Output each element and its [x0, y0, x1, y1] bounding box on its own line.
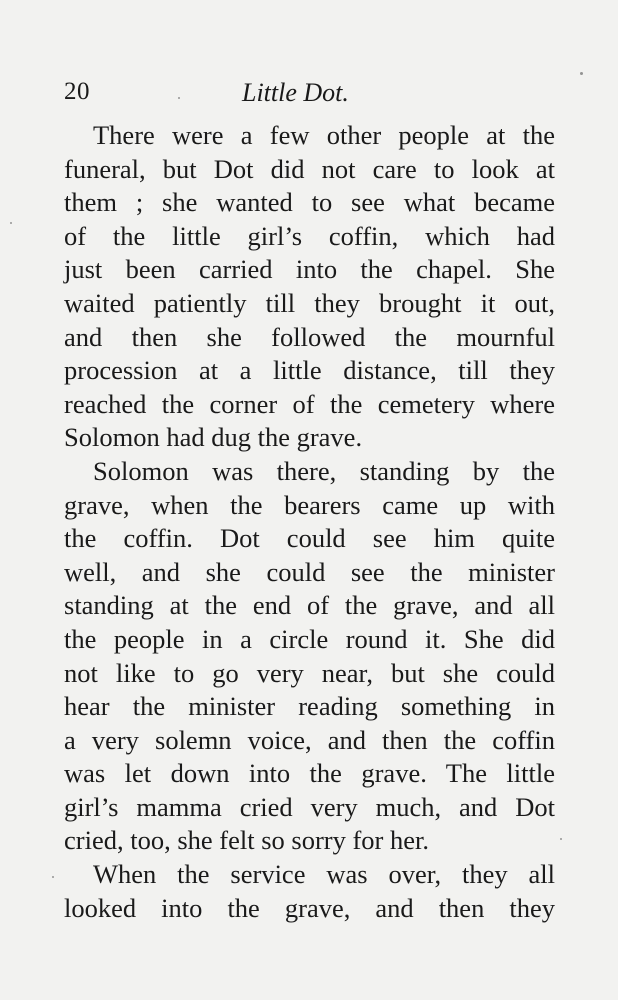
text-line: waited patiently till they brought it out, — [64, 287, 555, 318]
running-title: Little Dot. — [242, 78, 349, 107]
text-line: a very solemn voice, and then the coffin — [64, 724, 555, 755]
text-line: the coffin. Dot could see him quite — [64, 523, 555, 554]
text-line: Solomon was there, standing by the — [93, 455, 555, 486]
text-line: looked into the grave, and then they — [64, 892, 555, 923]
text-line: girl’s mamma cried very much, and Dot — [64, 791, 555, 822]
text-line: hear the minister reading something in — [64, 691, 555, 722]
print-speck — [10, 222, 12, 224]
text-line: cried, too, she felt so sorry for her. — [64, 825, 430, 856]
text-line: them ; she wanted to see what became — [64, 187, 555, 218]
print-speck — [52, 876, 54, 878]
text-line: not like to go very near, but she could — [64, 657, 555, 688]
text-line: funeral, but Dot did not care to look at — [64, 153, 555, 184]
text-line: grave, when the bearers came up with — [64, 489, 555, 520]
text-line: reached the corner of the cemetery where — [64, 388, 555, 419]
print-speck — [560, 838, 562, 840]
print-speck — [178, 97, 180, 99]
text-line: Solomon had dug the grave. — [64, 422, 363, 453]
text-line: just been carried into the chapel. She — [64, 254, 555, 285]
page-number: 20 — [64, 78, 90, 105]
text-line: and then she followed the mournful — [64, 321, 555, 352]
text-line: of the little girl’s coffin, which had — [64, 220, 555, 251]
text-line: procession at a little distance, till they — [64, 355, 555, 386]
text-line: standing at the end of the grave, and all — [64, 590, 555, 621]
text-line: When the service was over, they all — [93, 859, 555, 890]
text-line: well, and she could see the minister — [64, 556, 555, 587]
text-line: the people in a circle round it. She did — [64, 623, 555, 654]
body-text — [64, 119, 555, 925]
page-header — [64, 78, 554, 112]
print-speck — [580, 72, 583, 75]
text-line: There were a few other people at the — [93, 120, 555, 150]
text-line: was let down into the grave. The little — [64, 758, 555, 789]
